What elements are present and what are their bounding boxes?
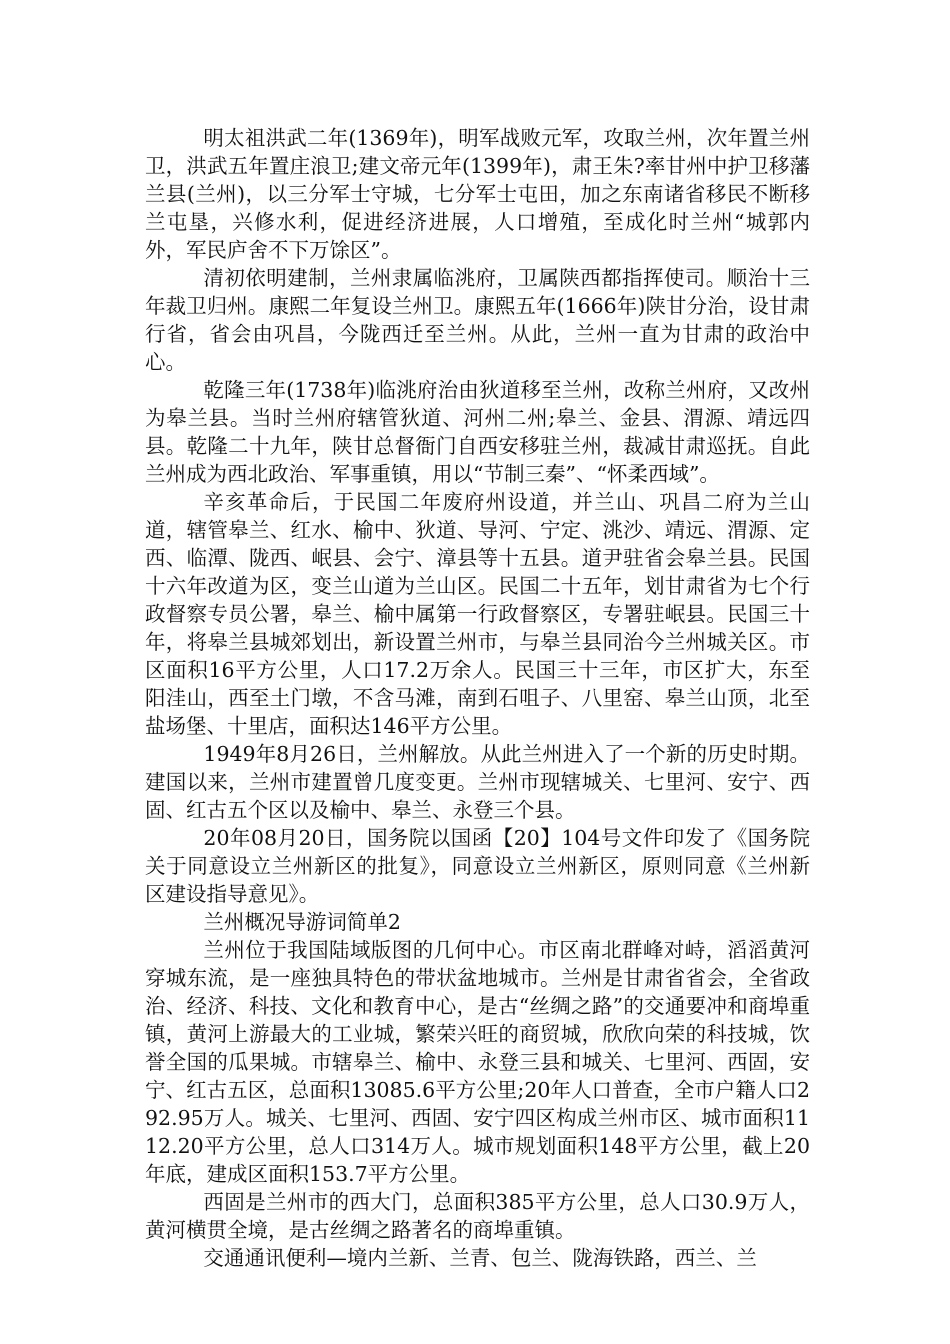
paragraph-overview: 兰州位于我国陆域版图的几何中心。市区南北群峰对峙，滔滔黄河穿城东流，是一座独具特色的带状盆地城市。兰州是甘肃省省会，全省政治、经济、科技、文化和教育中心，是古“丝绸之路”的交通要冲和商埠重镇，黄河上游最大的工业城，繁荣兴旺的商贸城，欣欣向荣的科技城，饮誉全国的瓜果城。市辖皋兰、榆中、永登三县和城关、七里河、西固，安宁、红古五区，总面积13085.6平方公里;20年人口普查，全市户籍人口292.95万人。城关、七里河、西固、安宁四区构成兰州市区、城市面积1112.20平方公里，总人口314万人。城市规划面积148平方公里，截上20年底，建成区面积153.7平方公里。 (145, 938, 810, 1186)
paragraph-ming-dynasty: 明太祖洪武二年(1369年)，明军战败元军，攻取兰州，次年置兰州卫，洪武五年置庄浪卫;建文帝元年(1399年)，肃王朱?率甘州中护卫移藩兰县(兰州)，以三分军士守城，七分军士屯田，加之东南诸省移民不断移兰屯垦，兴修水利，促进经济进展，人口增殖，至成化时兰州“城郭内外，军民庐舍不下万馀区”。 (145, 126, 810, 262)
document-page (145, 124, 810, 1272)
section-heading: 兰州概况导游词简单2 (203, 910, 401, 934)
paragraph-new-district: 20年08月20日，国务院以国函【20】104号文件印发了《国务院关于同意设立兰州新区的批复》，同意设立兰州新区，原则同意《兰州新区建设指导意见》。 (145, 826, 810, 906)
paragraph-qianlong: 乾隆三年(1738年)临洮府治由狄道移至兰州，改称兰州府，又改州为皋兰县。当时兰州府辖管狄道、河州二州;皋兰、金县、渭源、靖远四县。乾隆二十九年，陕甘总督衙门自西安移驻兰州，裁减甘肃巡抚。自此兰州成为西北政治、军事重镇，用以“节制三秦”、“怀柔西域”。 (145, 378, 810, 486)
paragraph-liberation: 1949年8月26日，兰州解放。从此兰州进入了一个新的历史时期。建国以来，兰州市建置曾几度变更。兰州市现辖城关、七里河、安宁、西固、红古五个区以及榆中、皋兰、永登三个县。 (145, 742, 810, 822)
paragraph-transport: 交通通讯便利—境内兰新、兰青、包兰、陇海铁路，西兰、兰 (203, 1246, 757, 1270)
paragraph-qing-early: 清初依明建制，兰州隶属临洮府，卫属陕西都指挥使司。顺治十三年裁卫归州。康熙二年复设兰州卫。康熙五年(1666年)陕甘分治，设甘肃行省，省会由巩昌，今陇西迁至兰州。从此，兰州一直为甘肃的政治中心。 (145, 266, 810, 374)
paragraph-republic: 辛亥革命后，于民国二年废府州设道，并兰山、巩昌二府为兰山道，辖管皋兰、红水、榆中、狄道、导河、宁定、洮沙、靖远、渭源、定西、临潭、陇西、岷县、会宁、漳县等十五县。道尹驻省会皋兰县。民国十六年改道为区，变兰山道为兰山区。民国二十五年，划甘肃省为七个行政督察专员公署，皋兰、榆中属第一行政督察区，专署驻岷县。民国三十年，将皋兰县城郊划出，新设置兰州市，与皋兰县同治今兰州城关区。市区面积16平方公里，人口17.2万余人。民国三十三年，市区扩大，东至阳洼山，西至土门墩，不含马滩，南到石咀子、八里窑、皋兰山顶，北至盐场堡、十里店，面积达146平方公里。 (145, 490, 810, 738)
paragraph-xigu: 西固是兰州市的西大门，总面积385平方公里，总人口30.9万人，黄河横贯全境，是古丝绸之路著名的商埠重镇。 (145, 1190, 810, 1242)
